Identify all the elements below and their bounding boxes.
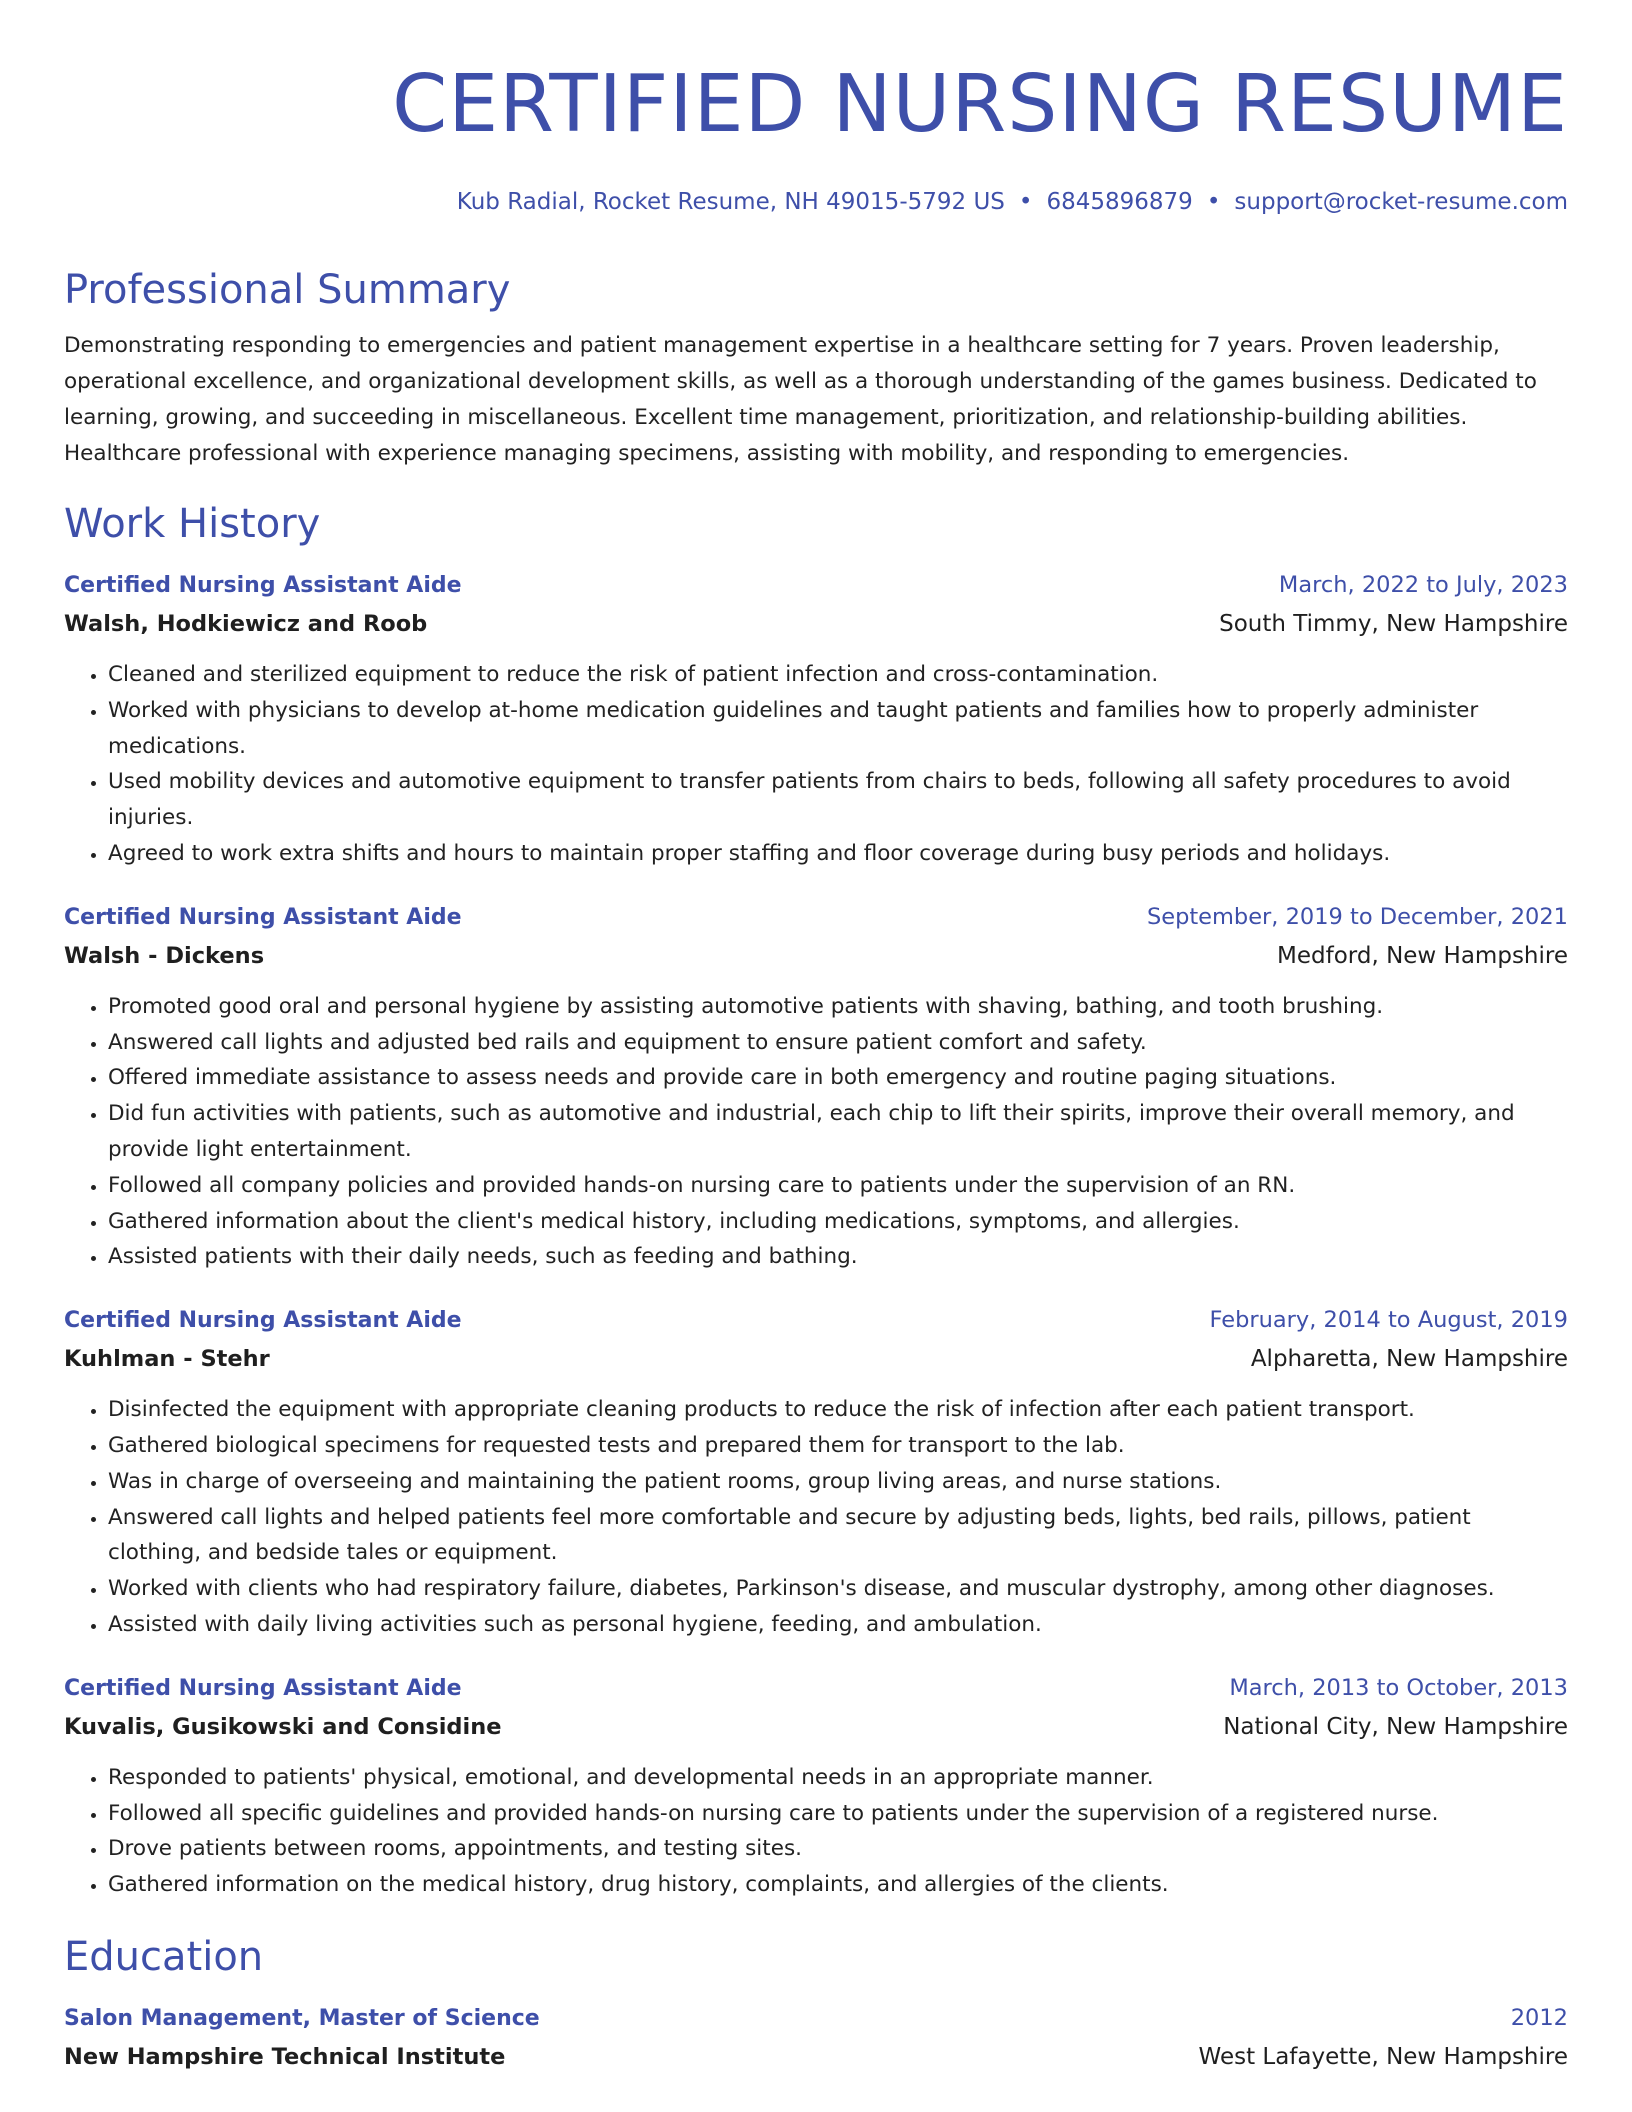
- job-dates: February, 2014 to August, 2019: [1209, 1307, 1568, 1334]
- job-title: Certified Nursing Assistant Aide: [64, 1675, 462, 1701]
- job-dates: September, 2019 to December, 2021: [1146, 903, 1568, 930]
- job-bullet: • Drove patients between rooms, appointments, and testing sites.: [108, 1831, 1568, 1867]
- contact-address: Kub Radial, Rocket Resume, NH 49015-5792 US: [456, 189, 1005, 215]
- work-history-heading: Work History: [64, 501, 321, 547]
- job-employer: Walsh - Dickens: [64, 942, 265, 969]
- job-bullets: [64, 1760, 1568, 1903]
- contact-email[interactable]: support@rocket-resume.com: [1234, 189, 1568, 215]
- job-bullets: [64, 657, 1568, 872]
- contact-separator: •: [1206, 189, 1221, 215]
- job-title: Certified Nursing Assistant Aide: [64, 904, 462, 930]
- job-bullet: • Promoted good oral and personal hygiene by assisting automotive patients with shaving, bathing, and tooth brushing.: [108, 989, 1568, 1025]
- education-degree: Salon Management, Master of Science: [64, 2005, 540, 2031]
- job-employer: Kuhlman - Stehr: [64, 1346, 270, 1373]
- contact-line: [64, 188, 1568, 216]
- job-employer: Walsh, Hodkiewicz and Roob: [64, 611, 428, 637]
- job-entry: [64, 902, 1568, 1275]
- job-bullets: [64, 1392, 1568, 1643]
- job-bullet: • Disinfected the equipment with appropriate cleaning products to reduce the risk of infection after each patient transport.: [108, 1392, 1568, 1428]
- resume-title: CERTIFIED NURSING RESUME: [392, 58, 1568, 150]
- job-bullet: • Did fun activities with patients, such as automotive and industrial, each chip to lift their spirits, improve their overall memory, and provide light entertainment.: [108, 1096, 1568, 1168]
- job-title: Certified Nursing Assistant Aide: [64, 1308, 462, 1334]
- job-bullet: • Answered call lights and adjusted bed rails and equipment to ensure patient comfort and safety.: [108, 1025, 1568, 1061]
- job-bullets: [64, 989, 1568, 1275]
- education-school: New Hampshire Technical Institute: [64, 2043, 506, 2070]
- job-bullet: • Used mobility devices and automotive equipment to transfer patients from chairs to beds, following all safety procedures to avoid injuries.: [108, 764, 1568, 836]
- job-dates: March, 2022 to July, 2023: [1278, 572, 1568, 598]
- job-location: Alpharetta, New Hampshire: [1250, 1346, 1568, 1373]
- job-bullet: • Assisted patients with their daily needs, such as feeding and bathing.: [108, 1239, 1568, 1275]
- job-location: Medford, New Hampshire: [1277, 942, 1568, 969]
- contact-phone[interactable]: 6845896879: [1046, 189, 1193, 215]
- job-bullet: • Assisted with daily living activities such as personal hygiene, feeding, and ambulation.: [108, 1607, 1568, 1643]
- education-entry: [64, 2003, 1568, 2072]
- education-year: 2012: [1510, 2004, 1568, 2031]
- job-title: Certified Nursing Assistant Aide: [64, 573, 462, 598]
- job-employer: Kuvalis, Gusikowski and Considine: [64, 1713, 502, 1740]
- job-bullet: • Followed all specific guidelines and provided hands-on nursing care to patients under the supervision of a registered nurse.: [108, 1796, 1568, 1832]
- job-bullet: • Agreed to work extra shifts and hours to maintain proper staffing and floor coverage during busy periods and holidays.: [108, 836, 1568, 872]
- job-bullet: • Responded to patients' physical, emotional, and developmental needs in an appropriate manner.: [108, 1760, 1568, 1796]
- job-dates: March, 2013 to October, 2013: [1229, 1674, 1568, 1701]
- job-bullet: • Gathered information about the client's medical history, including medications, symptoms, and allergies.: [108, 1204, 1568, 1240]
- job-entry: [64, 570, 1568, 872]
- education-heading: Education: [64, 1933, 264, 1980]
- job-entry: [64, 1673, 1568, 1903]
- contact-separator: •: [1018, 189, 1033, 215]
- job-bullet: • Followed all company policies and provided hands-on nursing care to patients under the supervision of an RN.: [108, 1168, 1568, 1204]
- summary-heading: Professional Summary: [64, 267, 511, 313]
- education-location: West Lafayette, New Hampshire: [1198, 2043, 1568, 2070]
- job-bullet: • Worked with physicians to develop at-home medication guidelines and taught patients and families how to properly administer medications.: [108, 693, 1568, 765]
- job-bullet: • Cleaned and sterilized equipment to reduce the risk of patient infection and cross-contamination.: [108, 657, 1568, 693]
- summary-text: Demonstrating responding to emergencies and patient management expertise in a healthcare setting for 7 years. Proven leadership, operational excellence, and organizational development skills, as well as a thorough understanding of the games business. Dedicated to learning, growing, and succeeding in miscellaneous. Excellent time management, prioritization, and relationship-building abilities. Healthcare professional with experience managing specimens, assisting with mobility, and responding to emergencies.: [64, 333, 1537, 466]
- job-bullet: • Answered call lights and helped patients feel more comfortable and secure by adjusting beds, lights, bed rails, pillows, patient clothing, and bedside tales or equipment.: [108, 1500, 1568, 1572]
- job-location: South Timmy, New Hampshire: [1219, 611, 1568, 637]
- job-entry: [64, 1305, 1568, 1643]
- job-bullet: • Offered immediate assistance to assess needs and provide care in both emergency and routine paging situations.: [108, 1060, 1568, 1096]
- job-location: National City, New Hampshire: [1223, 1713, 1568, 1740]
- job-bullet: • Gathered information on the medical history, drug history, complaints, and allergies of the clients.: [108, 1867, 1568, 1903]
- job-bullet: • Gathered biological specimens for requested tests and prepared them for transport to the lab.: [108, 1428, 1568, 1464]
- job-bullet: • Was in charge of overseeing and maintaining the patient rooms, group living areas, and nurse stations.: [108, 1464, 1568, 1500]
- job-bullet: • Worked with clients who had respiratory failure, diabetes, Parkinson's disease, and muscular dystrophy, among other diagnoses.: [108, 1571, 1568, 1607]
